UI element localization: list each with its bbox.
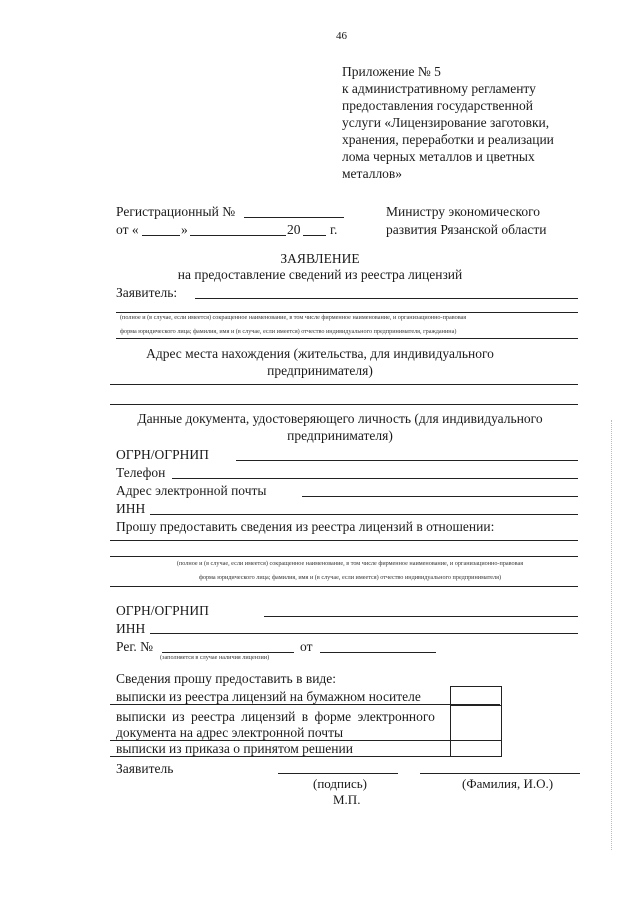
name-field[interactable] xyxy=(420,773,580,774)
addressee-line: Министру экономического xyxy=(386,204,541,219)
address-heading: предпринимателя) xyxy=(267,363,373,378)
subject-note-underline xyxy=(110,586,578,587)
appendix-block xyxy=(342,63,554,182)
second-inn-label: ИНН xyxy=(116,621,146,636)
checkbox-paper[interactable] xyxy=(450,686,502,706)
applicant-note-underline xyxy=(116,338,578,339)
applicant-field-2[interactable] xyxy=(116,312,578,313)
address-field[interactable] xyxy=(110,384,578,385)
second-ogrn-field[interactable] xyxy=(264,616,578,617)
option-paper: выписки из реестра лицензий на бумажном носителе xyxy=(116,689,421,704)
registration-year-suffix: г. xyxy=(330,222,338,237)
address-field-2[interactable] xyxy=(110,404,578,405)
option-electronic-cont: документа на адрес электронной почты xyxy=(116,725,344,740)
stamp-label: М.П. xyxy=(333,792,361,807)
signature-applicant-label: Заявитель xyxy=(116,761,174,776)
subject-field-2[interactable] xyxy=(110,556,578,557)
applicant-note: форма юридического лица; фамилия, имя и (в случае, если имеется) отчество индивидуального предпринимателя, гражданина) xyxy=(120,328,457,335)
appendix-line: предоставления государственной xyxy=(342,98,533,113)
appendix-line: услуги «Лицензирование заготовки, xyxy=(342,115,550,130)
subject-note: форма юридического лица; фамилия, имя и (в случае, если имеется) отчество индивидуального предпринимателя) xyxy=(198,574,502,581)
checkbox-electronic[interactable] xyxy=(450,705,502,741)
registration-year: 20 xyxy=(287,222,301,237)
address-heading: Адрес места нахождения (жительства, для индивидуального xyxy=(146,346,494,361)
inn-label: ИНН xyxy=(116,501,146,516)
email-field[interactable] xyxy=(302,496,578,497)
second-ogrn-label: ОГРН/ОГРНИП xyxy=(116,603,209,618)
appendix-line: Приложение № 5 xyxy=(342,64,441,79)
appendix-line: к административному регламенту xyxy=(342,81,536,96)
registration-date-mid: » xyxy=(181,222,188,237)
applicant-field[interactable] xyxy=(195,298,578,299)
subject-note: (полное и (в случае, если имеется) сокращенное наименование, в том числе фирменное наименование, и организационно-правовая xyxy=(176,560,524,567)
registration-month-field[interactable] xyxy=(190,235,286,236)
registration-date-prefix: от « xyxy=(116,222,139,237)
name-caption: (Фамилия, И.О.) xyxy=(462,776,554,791)
reg-note: (заполняется в случае наличия лицензии) xyxy=(160,654,270,661)
appendix-line: металлов» xyxy=(342,166,403,181)
applicant-note: (полное и (в случае, если имеется) сокращенное наименование, в том числе фирменное наименование, и организационно-правовая xyxy=(120,314,467,321)
appendix-line: хранения, переработки и реализации xyxy=(342,132,554,147)
page-number: 46 xyxy=(336,30,347,42)
option-divider xyxy=(110,756,500,757)
ogrn-field[interactable] xyxy=(236,460,578,461)
appendix-line: лома черных металлов и цветных xyxy=(342,149,535,164)
second-inn-field[interactable] xyxy=(150,633,578,634)
document-title: ЗАЯВЛЕНИЕ xyxy=(280,251,360,266)
applicant-label: Заявитель: xyxy=(116,285,178,300)
reg-date-field[interactable] xyxy=(320,652,436,653)
addressee-line: развития Рязанской области xyxy=(386,222,547,237)
reg-from-label: от xyxy=(300,639,313,654)
phone-label: Телефон xyxy=(116,465,166,480)
registration-year-field[interactable] xyxy=(303,235,326,236)
registration-label: Регистрационный № xyxy=(116,204,236,219)
subject-field[interactable] xyxy=(110,540,578,541)
id-doc-heading: Данные документа, удостоверяющего личность (для индивидуального xyxy=(137,411,543,426)
registration-number-field[interactable] xyxy=(244,217,344,218)
phone-field[interactable] xyxy=(172,478,578,479)
scan-edge-noise xyxy=(611,420,613,850)
ogrn-label: ОГРН/ОГРНИП xyxy=(116,447,209,462)
form-heading: Сведения прошу предоставить в виде: xyxy=(116,671,337,686)
document-subtitle: на предоставление сведений из реестра лицензий xyxy=(177,267,463,282)
reg-no-field[interactable] xyxy=(162,652,294,653)
option-electronic: выписки из реестра лицензий в форме электронного xyxy=(116,709,435,724)
signature-field[interactable] xyxy=(278,773,398,774)
email-label: Адрес электронной почты xyxy=(116,483,267,498)
inn-field[interactable] xyxy=(150,514,578,515)
checkbox-order[interactable] xyxy=(450,741,502,757)
option-divider xyxy=(110,704,500,705)
id-doc-heading: предпринимателя) xyxy=(287,428,393,443)
registration-day-field[interactable] xyxy=(142,235,180,236)
option-order: выписки из приказа о принятом решении xyxy=(116,741,353,756)
signature-caption: (подпись) xyxy=(313,776,367,791)
reg-no-label: Рег. № xyxy=(116,639,153,654)
request-line: Прошу предоставить сведения из реестра лицензий в отношении: xyxy=(116,519,495,534)
